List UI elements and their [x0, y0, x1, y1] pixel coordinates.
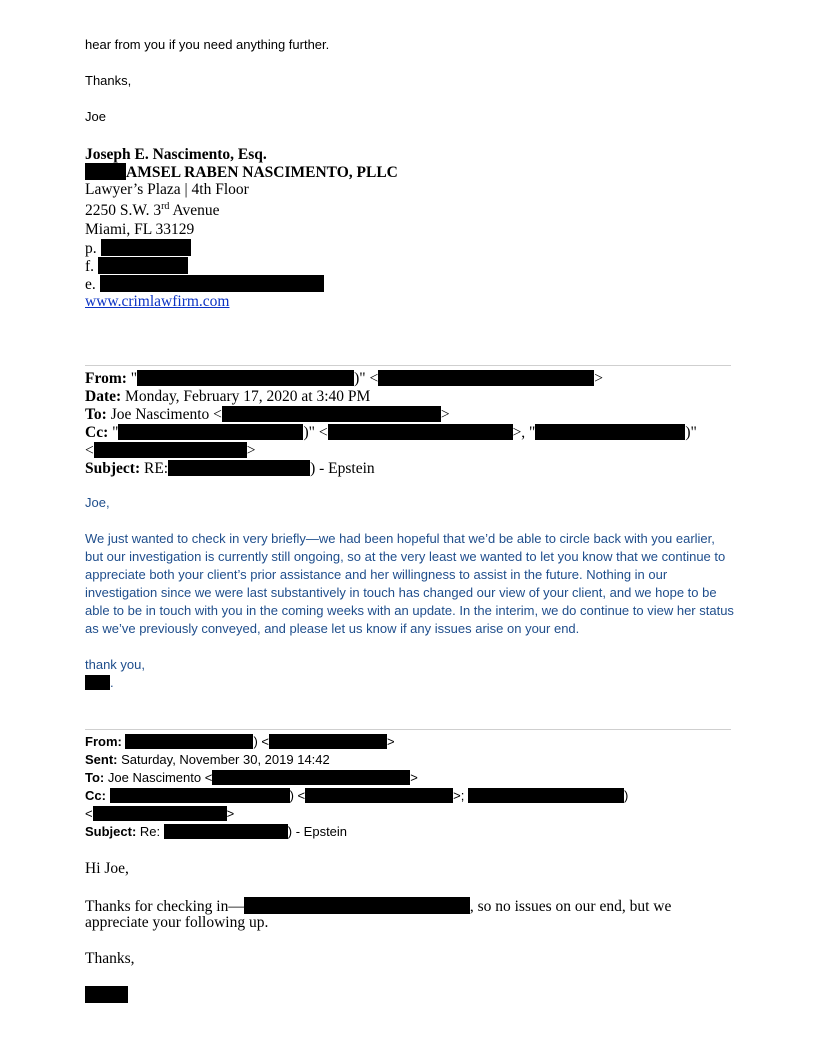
- redaction-block: [101, 239, 191, 256]
- redaction-block: [222, 406, 441, 422]
- closing-thanks: Thanks,: [85, 73, 132, 88]
- redaction-block: [98, 257, 188, 274]
- redaction-block: [328, 424, 513, 440]
- redaction-block: [168, 460, 310, 476]
- redaction-block: [535, 424, 685, 440]
- body-greeting: Hi Joe,: [85, 860, 129, 877]
- header-date: Date: Monday, February 17, 2020 at 3:40 PM: [85, 388, 371, 405]
- header-from: From: ) < >: [85, 734, 395, 749]
- redaction-block: [125, 734, 253, 749]
- body-signature: .: [85, 675, 114, 690]
- header-cc: Cc: " )" < >, " )": [85, 424, 697, 441]
- redaction-block: [85, 163, 126, 180]
- header-to: To: Joe Nascimento < >: [85, 406, 450, 423]
- body-text-line: Thanks for checking in— , so no issues on our end, but we: [85, 898, 672, 915]
- redaction-block: [94, 442, 247, 458]
- redaction-block: [212, 770, 410, 785]
- signature-firm: AMSEL RABEN NASCIMENTO, PLLC: [85, 163, 398, 182]
- signature-website: [85, 293, 229, 311]
- body-greeting: Joe,: [85, 495, 110, 510]
- signature-address-line: Lawyer’s Plaza | 4th Floor: [85, 181, 249, 198]
- redaction-block: [100, 275, 324, 292]
- redaction-block: [244, 897, 470, 914]
- header-to: To: Joe Nascimento < >: [85, 770, 418, 785]
- header-subject: Subject: Re: ) - Epstein: [85, 824, 348, 839]
- redaction-block: [110, 788, 290, 803]
- signature-email: e.: [85, 275, 324, 294]
- header-cc: Cc: ) < >; ): [85, 788, 629, 803]
- header-cc-continued: < >: [85, 806, 235, 821]
- signature-name: Joseph E. Nascimento, Esq.: [85, 146, 267, 163]
- redaction-block: [305, 788, 453, 803]
- redaction-block: [137, 370, 354, 386]
- signature-city-line: Miami, FL 33129: [85, 221, 195, 238]
- header-subject: Subject: RE: ) - Epstein: [85, 460, 375, 477]
- closing-thanks: Thanks,: [85, 950, 135, 967]
- redaction-block: [378, 370, 594, 386]
- body-text-line: hear from you if you need anything further.: [85, 37, 330, 52]
- body-closing: thank you,: [85, 657, 145, 672]
- body-text-line: appreciate your following up.: [85, 914, 269, 931]
- signature-address-line: 2250 S.W. 3rd Avenue: [85, 201, 220, 220]
- separator-line: [85, 729, 731, 730]
- signature-phone: p.: [85, 239, 191, 258]
- header-cc-continued: < >: [85, 442, 256, 459]
- header-from: From: " )" < >: [85, 370, 603, 387]
- body-paragraph: We just wanted to check in very briefly—we had been hopeful that we’d be able to circle back with you earlier, but our investigation is currently still ongoing, so at the very least we wanted to let you know that we continue to appreciate both your client’s prior assistance and her willingness to assist in the future. Nothing in our investigation since we were last substantively in touch has changed our view of your client, and we hope to be able to be in touch with you in the coming weeks with an update. In the interim, we do continue to view her status as we’ve previously conveyed, and please let us know if any issues arise on your end.: [85, 531, 734, 636]
- redaction-block: [85, 675, 110, 690]
- redaction-block: [93, 806, 227, 821]
- sender-first-name: Joe: [85, 109, 106, 124]
- signature-fax: f.: [85, 257, 188, 276]
- redaction-block: [468, 788, 624, 803]
- separator-line: [85, 365, 731, 366]
- redaction-block: [85, 986, 128, 1003]
- redaction-block: [118, 424, 303, 440]
- redaction-block: [269, 734, 387, 749]
- header-sent: Sent: Saturday, November 30, 2019 14:42: [85, 752, 330, 767]
- redaction-block: [164, 824, 288, 839]
- website-link[interactable]: www.crimlawfirm.com: [85, 293, 230, 310]
- body-signature: [85, 986, 128, 1005]
